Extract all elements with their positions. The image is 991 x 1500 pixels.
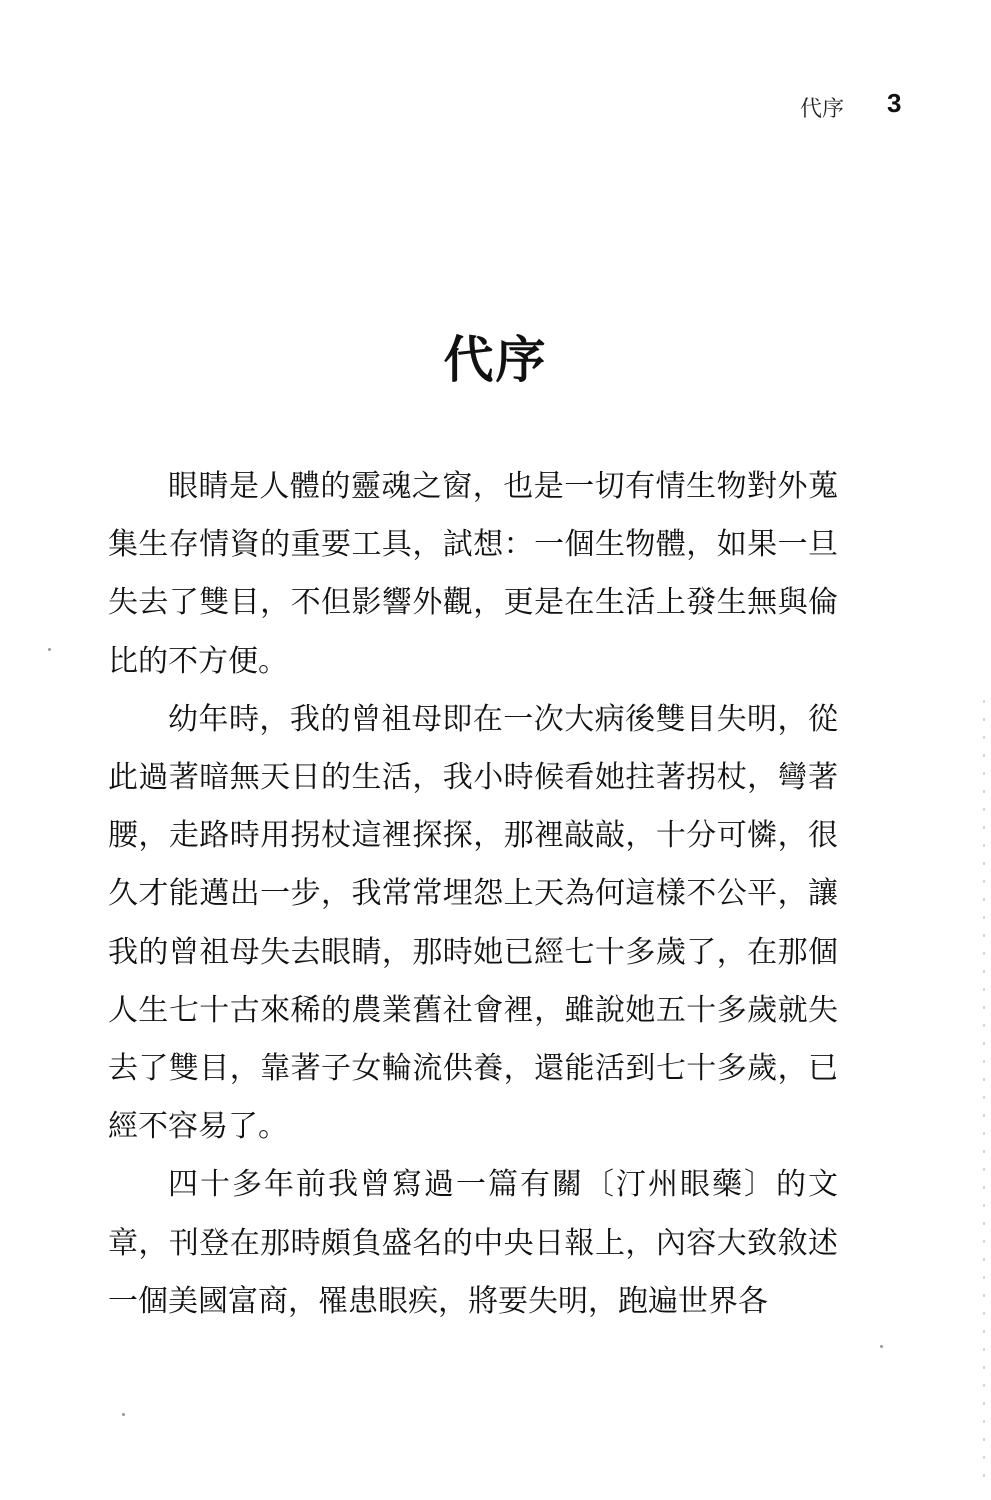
- running-header: [760, 86, 960, 126]
- scan-speck: [122, 1413, 125, 1416]
- scan-edge-artifact: [983, 700, 985, 1480]
- chapter-title: 代序: [443, 331, 548, 389]
- running-header-title: 代序: [800, 97, 845, 122]
- paragraph-2: 幼年時，我的曾祖母即在一次大病後雙目失明，從此過著暗無天日的生活，我小時候看她拄著拐杖，彎著腰，走路時用拐杖這裡探探，那裡敲敲，十分可憐，很久才能邁出一步，我常常埋怨上天為何這樣不公平，讓我的曾祖母失去眼睛，那時她已經七十多歲了，在那個人生七十古來稀的農業舊社會裡，雖說她五十多歲就失去了雙目，靠著子女輪流供養，還能活到七十多歲，已經不容易了。: [108, 701, 838, 1145]
- paragraph-1: 眼睛是人體的靈魂之窗，也是一切有情生物對外蒐集生存情資的重要工具，試想：一個生物體，如果一旦失去了雙目，不但影響外觀，更是在生活上發生無與倫比的不方便。: [108, 469, 838, 679]
- scan-speck: [880, 1345, 883, 1348]
- body-text: [108, 458, 838, 1331]
- page-number: 3: [887, 88, 902, 118]
- paragraph-3: 四十多年前我曾寫過一篇有關〔汀州眼藥〕的文章，刊登在那時頗負盛名的中央日報上，內容大致敘述一個美國富商，罹患眼疾，將要失明，跑遍世界各: [108, 1167, 838, 1319]
- scan-speck: [48, 648, 51, 651]
